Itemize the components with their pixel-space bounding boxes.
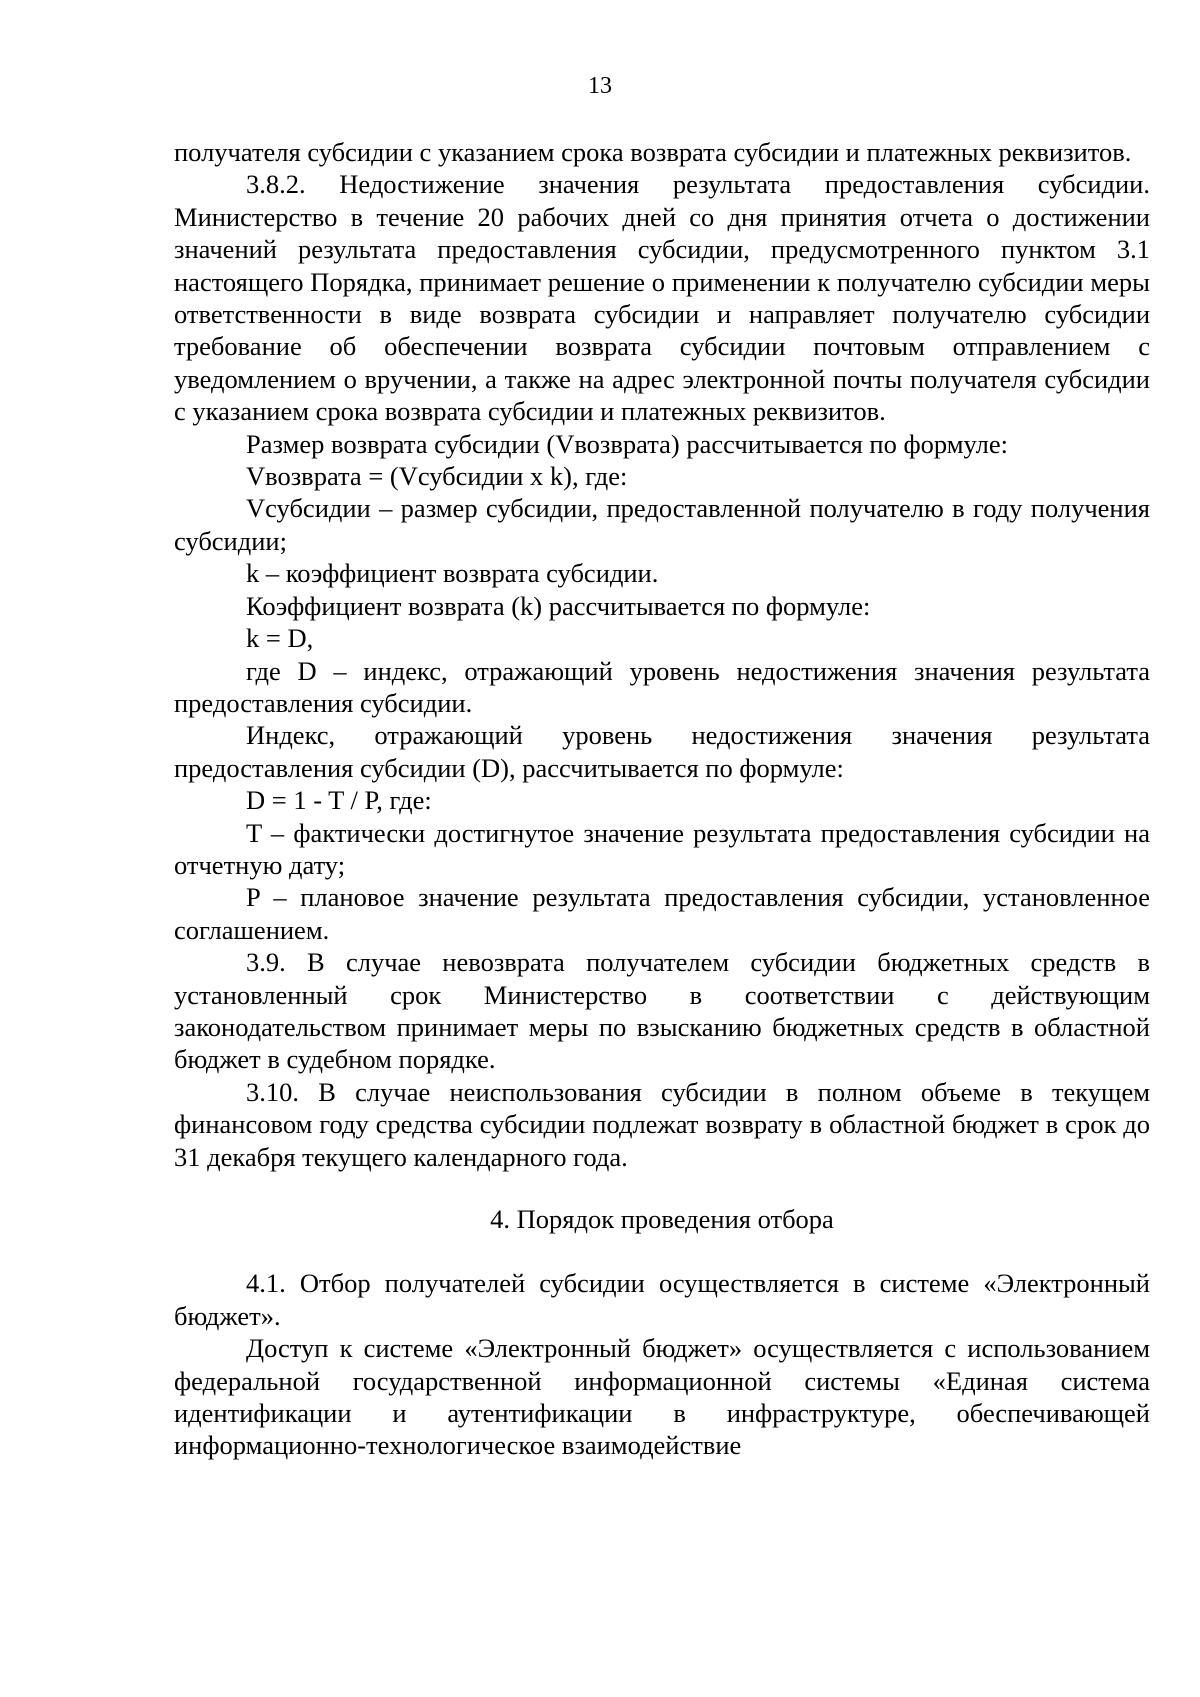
paragraph: получателя субсидии с указанием срока возврата субсидии и платежных реквизитов. (174, 137, 1132, 167)
paragraph: Коэффициент возврата (k) рассчитывается по формуле: (246, 590, 871, 621)
paragraph: 3.9. В случае невозврата получателем субсидии бюджетных средств в установленный срок Министерство в соответствии с действующим законодательством принимает меры по взысканию бюджетных средств в областной бюджет в судебном порядке. (174, 947, 1150, 1075)
paragraph: k – коэффициент возврата субсидии. (246, 558, 659, 589)
paragraph: 3.8.2. Недостижение значения результата предоставления субсидии. Министерство в течение 20 рабочих дней со дня принятия отчета о достижении значений результата предоставления субсидии, предусмотренного пунктом 3.1 настоящего Порядка, принимает решение о применении к получателю субсидии меры ответственности в виде возврата субсидии и направляет получателю субсидии требование об обеспечении возврата субсидии почтовым отправлением с уведомлением о вручении, а также на адрес электронной почты получателя субсидии с указанием срока возврата субсидии и платежных реквизитов. (174, 169, 1150, 427)
page-number: 13 (588, 73, 612, 99)
paragraph: P – плановое значение результата предоставления субсидии, установленное соглашением. (174, 882, 1150, 945)
paragraph: Индекс, отражающий уровень недостижения значения результата предоставления субсидии (D), рассчитывается по формуле: (174, 720, 1150, 783)
paragraph: 3.10. В случае неиспользования субсидии в полном объеме в текущем финансовом году средства субсидии подлежат возврату в областной бюджет в срок до 31 декабря текущего календарного года. (174, 1076, 1150, 1172)
paragraph: D = 1 - T / P, где: (246, 785, 432, 816)
paragraph: Vсубсидии – размер субсидии, предоставленной получателю в году получения субсидии; (174, 493, 1150, 556)
paragraph: где D – индекс, отражающий уровень недостижения значения результата предоставления субсидии. (174, 655, 1150, 718)
paragraph: Vвозврата = (Vсубсидии x k), где: (246, 461, 628, 492)
section-heading: 4. Порядок проведения отбора (490, 1204, 834, 1234)
paragraph: k = D, (246, 623, 314, 654)
paragraph: T – фактически достигнутое значение результата предоставления субсидии на отчетную дату; (174, 817, 1150, 880)
paragraph: Доступ к системе «Электронный бюджет» осуществляется с использованием федеральной государственной информационной системы «Единая система идентификации и аутентификации в инфраструктуре, обеспечивающей информационно-технологическое взаимодействие (174, 1333, 1150, 1461)
paragraph: 4.1. Отбор получателей субсидии осуществляется в системе «Электронный бюджет». (174, 1268, 1150, 1331)
section-4-text (174, 1267, 1150, 1461)
paragraph: Размер возврата субсидии (Vвозврата) рассчитывается по формуле: (246, 428, 1008, 459)
document-body (174, 136, 1150, 1462)
section-3-text (174, 136, 1150, 1173)
